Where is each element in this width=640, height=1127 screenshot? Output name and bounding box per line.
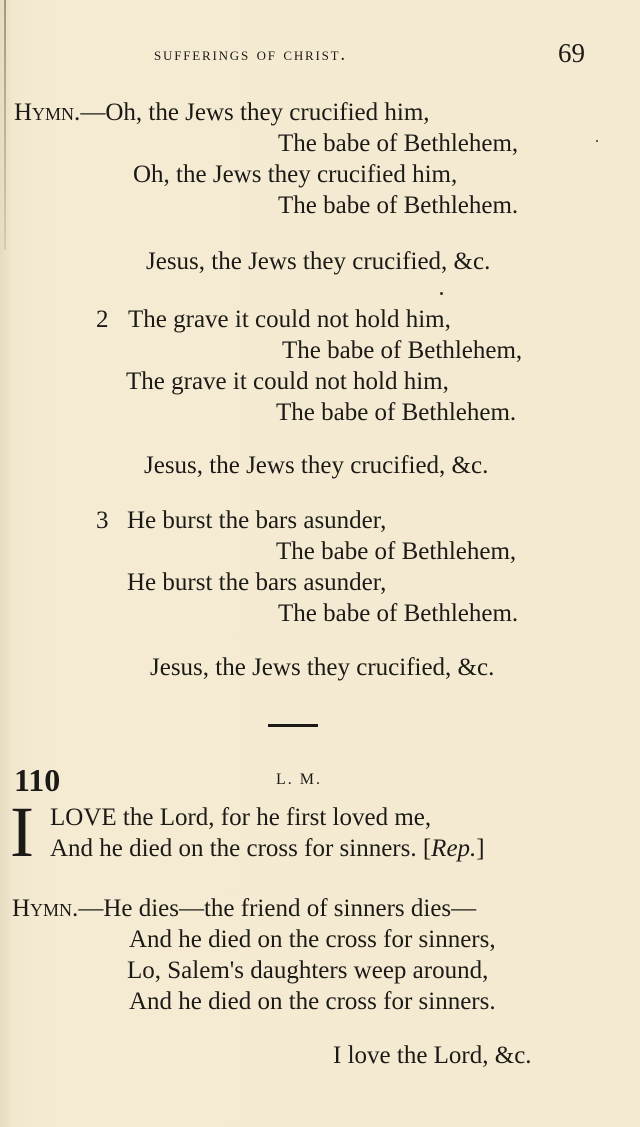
- refrain-3: Jesus, the Jews they crucified, &c.: [150, 654, 495, 681]
- hymn-110-refrain: I love the Lord, &c.: [333, 1042, 532, 1069]
- hymn-chorus-line-2: The babe of Bethlehem,: [278, 130, 519, 157]
- hymn-first-line-1: LOVE the Lord, for he first loved me,: [50, 804, 432, 831]
- ink-speck: [596, 140, 598, 142]
- verse-number-2: 2: [96, 306, 109, 333]
- verse-2-line-2: The babe of Bethlehem,: [282, 337, 523, 364]
- ink-speck: [440, 292, 443, 295]
- verse-3-line-1: He burst the bars asunder,: [127, 507, 387, 534]
- hymn-chorus-line-1: [14, 98, 430, 128]
- section-divider: [268, 724, 318, 727]
- hymn-number: 110: [14, 762, 61, 798]
- hymn-chorus-line-3: Oh, the Jews they crucified him,: [133, 161, 458, 188]
- hymn-meter: L. M.: [276, 771, 322, 788]
- verse-2-line-4: The babe of Bethlehem.: [276, 399, 517, 426]
- hymn-label: Hymn.: [12, 895, 79, 922]
- hymn-110-chorus-line-4: And he died on the cross for sinners.: [129, 988, 496, 1015]
- rep-bracket-close: ]: [476, 835, 485, 862]
- hymn-110-chorus-line-3: Lo, Salem's daughters weep around,: [127, 957, 489, 984]
- verse-2-line-1: The grave it could not hold him,: [128, 306, 451, 333]
- hymn-chorus-line-4: The babe of Bethlehem.: [278, 192, 519, 219]
- repeat-marker: Rep.: [431, 835, 477, 862]
- verse-3-line-3: He burst the bars asunder,: [127, 569, 387, 596]
- hymn-label: Hymn.: [14, 99, 81, 126]
- rep-bracket-open: [: [422, 835, 432, 862]
- verse-3-line-2: The babe of Bethlehem,: [276, 538, 517, 565]
- hymn-110-chorus-line-2: And he died on the cross for sinners,: [129, 926, 496, 953]
- refrain-1: Jesus, the Jews they crucified, &c.: [146, 248, 491, 275]
- refrain-2: Jesus, the Jews they crucified, &c.: [144, 452, 489, 479]
- chorus-text: —He dies—the friend of sinners dies—: [78, 895, 477, 922]
- hymn-first-line-2: [50, 834, 485, 864]
- hymn-110-chorus-line-1: [12, 894, 476, 924]
- drop-cap: I: [10, 792, 34, 872]
- verse-2-line-3: The grave it could not hold him,: [126, 368, 449, 395]
- first-line-2-text: And he died on the cross for sinners.: [50, 835, 417, 862]
- verse-3-line-4: The babe of Bethlehem.: [278, 600, 519, 627]
- verse-number-3: 3: [96, 507, 109, 534]
- page-header: [0, 38, 640, 78]
- page-number: 69: [558, 38, 585, 68]
- running-head: sufferings of christ.: [154, 44, 347, 65]
- chorus-text: —Oh, the Jews they crucified him,: [80, 99, 430, 126]
